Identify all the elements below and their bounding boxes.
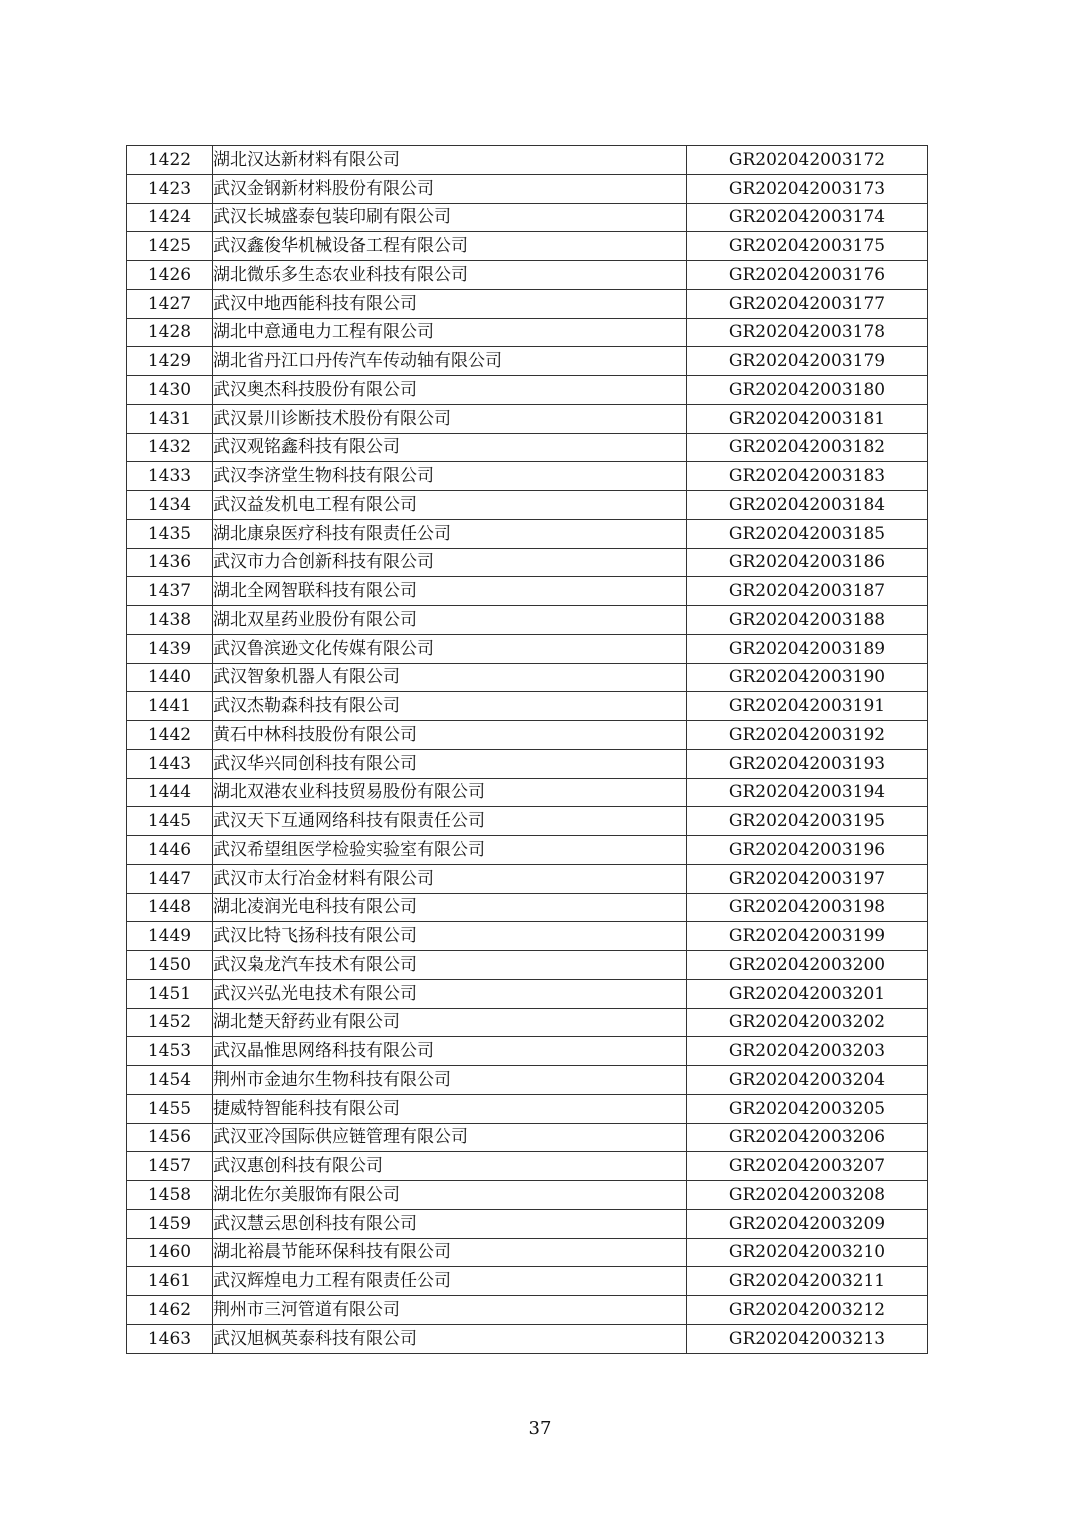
row-number: 1459 [127, 1209, 213, 1238]
row-number: 1443 [127, 749, 213, 778]
table-row [127, 922, 928, 951]
row-number: 1438 [127, 606, 213, 635]
certificate-number: GR202042003209 [687, 1209, 928, 1238]
company-name: 武汉市力合创新科技有限公司 [213, 548, 687, 577]
certificate-number: GR202042003177 [687, 289, 928, 318]
company-name: 武汉鑫俊华机械设备工程有限公司 [213, 232, 687, 261]
company-name: 湖北楚天舒药业有限公司 [213, 1008, 687, 1037]
table-row [127, 951, 928, 980]
company-name: 捷威特智能科技有限公司 [213, 1094, 687, 1123]
table-row [127, 1324, 928, 1353]
table-row [127, 347, 928, 376]
company-name: 湖北省丹江口丹传汽车传动轴有限公司 [213, 347, 687, 376]
company-table [126, 145, 928, 1354]
certificate-number: GR202042003175 [687, 232, 928, 261]
table-row [127, 1008, 928, 1037]
company-name: 武汉景川诊断技术股份有限公司 [213, 404, 687, 433]
certificate-number: GR202042003191 [687, 692, 928, 721]
row-number: 1462 [127, 1296, 213, 1325]
certificate-number: GR202042003182 [687, 433, 928, 462]
row-number: 1456 [127, 1123, 213, 1152]
certificate-number: GR202042003203 [687, 1037, 928, 1066]
company-name: 湖北双港农业科技贸易股份有限公司 [213, 778, 687, 807]
row-number: 1430 [127, 376, 213, 405]
certificate-number: GR202042003188 [687, 606, 928, 635]
company-name: 武汉鲁滨逊文化传媒有限公司 [213, 634, 687, 663]
company-name: 湖北康泉医疗科技有限责任公司 [213, 519, 687, 548]
row-number: 1448 [127, 893, 213, 922]
row-number: 1437 [127, 577, 213, 606]
certificate-number: GR202042003178 [687, 318, 928, 347]
table-row [127, 634, 928, 663]
table-row [127, 606, 928, 635]
certificate-number: GR202042003186 [687, 548, 928, 577]
row-number: 1439 [127, 634, 213, 663]
company-name: 湖北佐尔美服饰有限公司 [213, 1181, 687, 1210]
certificate-number: GR202042003205 [687, 1094, 928, 1123]
row-number: 1422 [127, 146, 213, 175]
table-row [127, 433, 928, 462]
company-name: 武汉惠创科技有限公司 [213, 1152, 687, 1181]
company-name: 武汉益发机电工程有限公司 [213, 491, 687, 520]
table-row [127, 836, 928, 865]
certificate-number: GR202042003192 [687, 721, 928, 750]
company-name: 湖北凌润光电科技有限公司 [213, 893, 687, 922]
page-number: 37 [528, 1418, 552, 1439]
row-number: 1460 [127, 1238, 213, 1267]
company-name: 武汉观铭鑫科技有限公司 [213, 433, 687, 462]
company-name: 武汉金钢新材料股份有限公司 [213, 174, 687, 203]
row-number: 1461 [127, 1267, 213, 1296]
company-name: 湖北裕晨节能环保科技有限公司 [213, 1238, 687, 1267]
company-name: 湖北中意通电力工程有限公司 [213, 318, 687, 347]
row-number: 1441 [127, 692, 213, 721]
certificate-number: GR202042003199 [687, 922, 928, 951]
table-row [127, 663, 928, 692]
table-row [127, 1123, 928, 1152]
table-row [127, 1181, 928, 1210]
company-name: 武汉杰勒森科技有限公司 [213, 692, 687, 721]
company-name: 武汉慧云思创科技有限公司 [213, 1209, 687, 1238]
row-number: 1457 [127, 1152, 213, 1181]
company-name: 武汉比特飞扬科技有限公司 [213, 922, 687, 951]
table-row [127, 1037, 928, 1066]
company-name: 湖北双星药业股份有限公司 [213, 606, 687, 635]
certificate-number: GR202042003189 [687, 634, 928, 663]
row-number: 1434 [127, 491, 213, 520]
company-name: 武汉长城盛泰包装印刷有限公司 [213, 203, 687, 232]
row-number: 1424 [127, 203, 213, 232]
table-row [127, 1267, 928, 1296]
certificate-number: GR202042003173 [687, 174, 928, 203]
company-name: 武汉希望组医学检验实验室有限公司 [213, 836, 687, 865]
row-number: 1442 [127, 721, 213, 750]
table-row [127, 1296, 928, 1325]
company-name: 武汉兴弘光电技术有限公司 [213, 979, 687, 1008]
certificate-number: GR202042003181 [687, 404, 928, 433]
table-row [127, 376, 928, 405]
row-number: 1447 [127, 864, 213, 893]
row-number: 1445 [127, 807, 213, 836]
row-number: 1423 [127, 174, 213, 203]
company-name: 武汉旭枫英泰科技有限公司 [213, 1324, 687, 1353]
row-number: 1432 [127, 433, 213, 462]
certificate-number: GR202042003212 [687, 1296, 928, 1325]
row-number: 1433 [127, 462, 213, 491]
table-row [127, 203, 928, 232]
certificate-number: GR202042003179 [687, 347, 928, 376]
table-row [127, 692, 928, 721]
certificate-number: GR202042003183 [687, 462, 928, 491]
company-name: 武汉市太行冶金材料有限公司 [213, 864, 687, 893]
company-name: 湖北全网智联科技有限公司 [213, 577, 687, 606]
row-number: 1444 [127, 778, 213, 807]
certificate-number: GR202042003180 [687, 376, 928, 405]
table-row [127, 1066, 928, 1095]
company-name: 武汉智象机器人有限公司 [213, 663, 687, 692]
company-name: 武汉亚冷国际供应链管理有限公司 [213, 1123, 687, 1152]
table-row [127, 979, 928, 1008]
table-row [127, 318, 928, 347]
row-number: 1440 [127, 663, 213, 692]
certificate-number: GR202042003193 [687, 749, 928, 778]
row-number: 1425 [127, 232, 213, 261]
row-number: 1446 [127, 836, 213, 865]
company-name: 武汉华兴同创科技有限公司 [213, 749, 687, 778]
company-name: 武汉奥杰科技股份有限公司 [213, 376, 687, 405]
company-name: 武汉中地西能科技有限公司 [213, 289, 687, 318]
company-name: 武汉天下互通网络科技有限责任公司 [213, 807, 687, 836]
table-row [127, 864, 928, 893]
table-row [127, 232, 928, 261]
certificate-number: GR202042003202 [687, 1008, 928, 1037]
row-number: 1452 [127, 1008, 213, 1037]
table-row [127, 807, 928, 836]
certificate-number: GR202042003196 [687, 836, 928, 865]
row-number: 1427 [127, 289, 213, 318]
table-row [127, 1152, 928, 1181]
table-row [127, 778, 928, 807]
certificate-number: GR202042003197 [687, 864, 928, 893]
certificate-number: GR202042003174 [687, 203, 928, 232]
table-row [127, 721, 928, 750]
row-number: 1429 [127, 347, 213, 376]
table-body [127, 146, 928, 1354]
company-name: 武汉枭龙汽车技术有限公司 [213, 951, 687, 980]
row-number: 1431 [127, 404, 213, 433]
certificate-number: GR202042003185 [687, 519, 928, 548]
row-number: 1463 [127, 1324, 213, 1353]
certificate-number: GR202042003198 [687, 893, 928, 922]
table-row [127, 893, 928, 922]
row-number: 1428 [127, 318, 213, 347]
row-number: 1453 [127, 1037, 213, 1066]
row-number: 1435 [127, 519, 213, 548]
table-row [127, 404, 928, 433]
table-row [127, 174, 928, 203]
table-row [127, 146, 928, 175]
certificate-number: GR202042003195 [687, 807, 928, 836]
company-name: 湖北微乐多生态农业科技有限公司 [213, 261, 687, 290]
row-number: 1426 [127, 261, 213, 290]
certificate-number: GR202042003204 [687, 1066, 928, 1095]
certificate-number: GR202042003206 [687, 1123, 928, 1152]
company-name: 黄石中林科技股份有限公司 [213, 721, 687, 750]
company-name: 湖北汉达新材料有限公司 [213, 146, 687, 175]
certificate-number: GR202042003172 [687, 146, 928, 175]
certificate-number: GR202042003184 [687, 491, 928, 520]
company-name: 武汉李济堂生物科技有限公司 [213, 462, 687, 491]
row-number: 1458 [127, 1181, 213, 1210]
row-number: 1455 [127, 1094, 213, 1123]
row-number: 1451 [127, 979, 213, 1008]
certificate-number: GR202042003208 [687, 1181, 928, 1210]
certificate-number: GR202042003200 [687, 951, 928, 980]
row-number: 1436 [127, 548, 213, 577]
company-name: 荆州市三河管道有限公司 [213, 1296, 687, 1325]
row-number: 1454 [127, 1066, 213, 1095]
table-row [127, 491, 928, 520]
table-row [127, 548, 928, 577]
table-row [127, 462, 928, 491]
table-row [127, 289, 928, 318]
table-row [127, 519, 928, 548]
certificate-number: GR202042003213 [687, 1324, 928, 1353]
document-page [126, 145, 926, 1354]
certificate-number: GR202042003211 [687, 1267, 928, 1296]
certificate-number: GR202042003210 [687, 1238, 928, 1267]
table-row [127, 261, 928, 290]
table-row [127, 749, 928, 778]
certificate-number: GR202042003207 [687, 1152, 928, 1181]
table-row [127, 1209, 928, 1238]
company-name: 武汉晶惟思网络科技有限公司 [213, 1037, 687, 1066]
certificate-number: GR202042003187 [687, 577, 928, 606]
company-name: 武汉辉煌电力工程有限责任公司 [213, 1267, 687, 1296]
certificate-number: GR202042003190 [687, 663, 928, 692]
certificate-number: GR202042003176 [687, 261, 928, 290]
certificate-number: GR202042003194 [687, 778, 928, 807]
company-name: 荆州市金迪尔生物科技有限公司 [213, 1066, 687, 1095]
row-number: 1449 [127, 922, 213, 951]
row-number: 1450 [127, 951, 213, 980]
table-row [127, 1094, 928, 1123]
table-row [127, 577, 928, 606]
certificate-number: GR202042003201 [687, 979, 928, 1008]
table-row [127, 1238, 928, 1267]
